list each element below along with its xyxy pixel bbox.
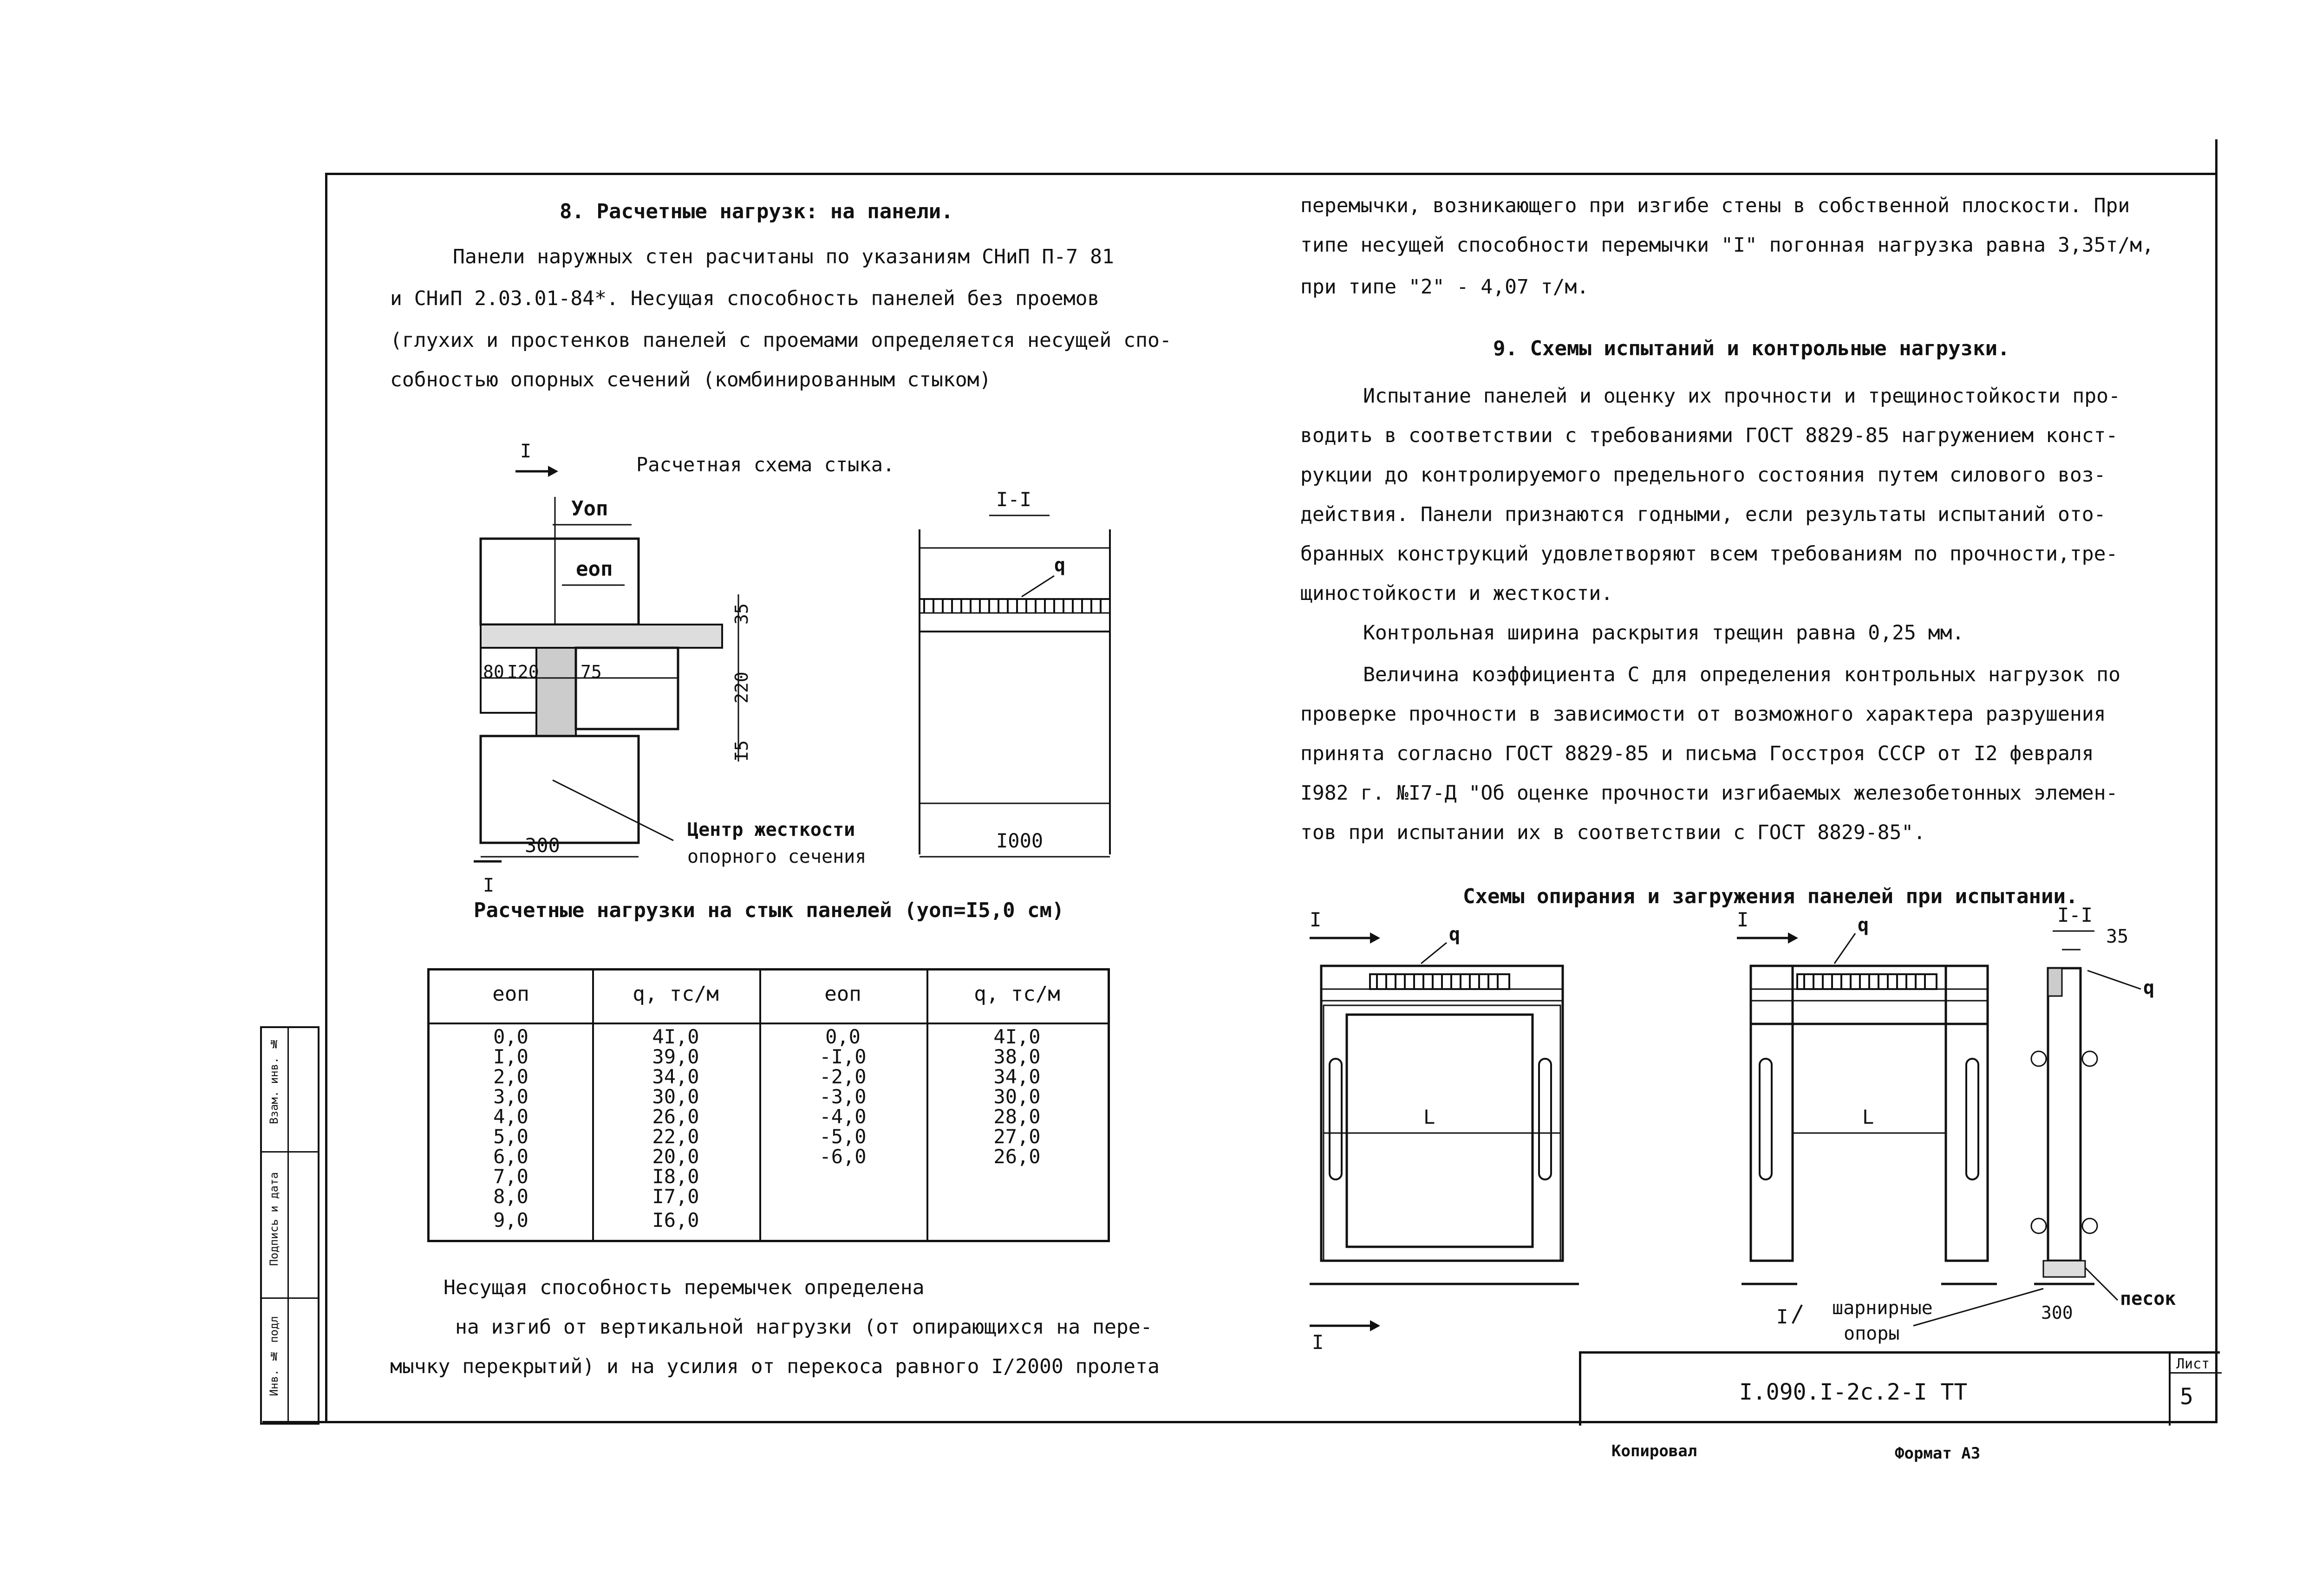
sheet-label: Лист (2176, 1356, 2210, 1372)
table-header-eop-2: eоп (824, 982, 861, 1006)
scheme2-q: q (1858, 914, 1869, 936)
table-cell: I7,0 (652, 1185, 699, 1208)
hinge-label-2: опоры (1844, 1323, 1900, 1344)
sheet-separator (2171, 1372, 2222, 1374)
joint-scheme-drawing (455, 436, 1142, 919)
table-cell: -4,0 (819, 1105, 867, 1128)
table-cell: I,0 (493, 1045, 528, 1068)
joint-dim-220: 220 (731, 671, 752, 704)
joint-eop-label: eоп (576, 557, 613, 581)
frame-top-line (325, 173, 2218, 175)
scheme-dim-300: 300 (2041, 1303, 2073, 1323)
table-cell: 30,0 (993, 1085, 1041, 1108)
table-cell: 0,0 (493, 1025, 528, 1048)
drawing-code: I.090.I-2c.2-I ТТ (1739, 1379, 1968, 1405)
section8-line-3: (глухих и простенков панелей с проемами определяется несущей спо- (390, 329, 1172, 352)
section9-line-9: проверке прочности в зависимости от возможного характера разрушения (1300, 703, 2106, 726)
section8-line-1: Панели наружных стен расчитаны по указаниям СНиП П-7 81 (453, 245, 1114, 268)
joint-cut-mark-top: I (520, 441, 532, 462)
section9-line-8: Величина коэффициента С для определения контрольных нагрузок по (1363, 663, 2120, 686)
table-header-q-1: q, тс/м (633, 982, 719, 1006)
section9-line-12: тов при испытании их в соответствии с ГОСТ 8829-85". (1300, 821, 1926, 844)
section9-line-7: Контрольная ширина раскрытия трещин равна 0,25 мм. (1363, 621, 1964, 645)
center-stiffness-label-1: Центр жесткости (687, 819, 855, 840)
stamp-replace-inv: Взам. инв. № (267, 1037, 280, 1124)
table-cell: 4I,0 (652, 1025, 699, 1048)
section9-line-3: рукции до контролируемого предельного состояния путем силового воз- (1300, 463, 2106, 487)
table-cell: 8,0 (493, 1185, 528, 1208)
stamp-separator (262, 1151, 318, 1153)
sheet-box (2169, 1354, 2222, 1426)
table-cell: 26,0 (652, 1105, 699, 1128)
table-cell: 9,0 (493, 1209, 528, 1231)
test-schemes-drawing (1245, 905, 2215, 1351)
section8-line-2: и СНиП 2.03.01-84*. Несущая способность панелей без проемов (390, 287, 1100, 310)
table-cell: 22,0 (652, 1125, 699, 1148)
joint-dim-80: 80 (483, 662, 504, 682)
center-stiffness-label-2: опорного сечения (687, 846, 867, 867)
loads-table (427, 968, 1110, 1242)
section9-line-11: I982 г. №I7-Д "Об оценке прочности изгибаемых железобетонных элемен- (1300, 782, 2118, 805)
table-cell: 38,0 (993, 1045, 1041, 1068)
loads-table-title: Расчетные нагрузки на стык панелей (уоп=I5,0 см) (474, 899, 1064, 922)
stamp-inv-no: Инв. № подл (267, 1316, 280, 1396)
table-cell: -6,0 (819, 1145, 867, 1168)
table-header-line (430, 1023, 1108, 1024)
footer-format: Формат А3 (1895, 1444, 1981, 1463)
footer-copied: Копировал (1611, 1442, 1697, 1460)
joint-dim-120: I20 (507, 662, 539, 682)
section9-line-6: щиностойкости и жесткости. (1300, 582, 1613, 605)
table-cell: 3,0 (493, 1085, 528, 1108)
right-top-line-1: перемычки, возникающего при изгибе стены в собственной плоскости. При (1300, 194, 2130, 217)
joint-dim-300: 300 (525, 834, 560, 857)
section8-heading: 8. Расчетные нагрузк: на панели. (560, 200, 953, 223)
hinge-label-1: шарнирные (1832, 1297, 1933, 1319)
scheme1-q: q (1449, 924, 1461, 945)
joint-cut-mark-bottom: I (483, 875, 495, 896)
scheme2-cut-mark-top: I (1737, 908, 1749, 931)
table-header-q-2: q, тс/м (974, 982, 1060, 1006)
frame-left-line (325, 173, 327, 1423)
table-cell: -2,0 (819, 1065, 867, 1088)
scheme-section-q: q (2143, 977, 2155, 998)
table-cell: -3,0 (819, 1085, 867, 1108)
table-col-line (926, 971, 928, 1240)
section9-line-10: принята согласно ГОСТ 8829-85 и письма Госстроя СССР от I2 февраля (1300, 742, 2094, 765)
frame-right-line (2215, 139, 2218, 1423)
side-stamp (260, 1026, 320, 1425)
table-cell: 28,0 (993, 1105, 1041, 1128)
section-q-label: q (1054, 554, 1066, 576)
lintel-line-3: мычку перекрытий) и на усилия от перекоса равного I/2000 пролета (390, 1355, 1160, 1378)
table-cell: 2,0 (493, 1065, 528, 1088)
section9-heading: 9. Схемы испытаний и контрольные нагрузки. (1493, 337, 2010, 360)
sand-label: песок (2120, 1288, 2176, 1309)
scheme-dim-35: 35 (2106, 926, 2129, 947)
scheme-section-label: I-I (2057, 905, 2093, 926)
table-cell: 4I,0 (993, 1025, 1041, 1048)
table-cell: 34,0 (993, 1065, 1041, 1088)
sheet-number: 5 (2180, 1384, 2193, 1410)
joint-yop-label: Уоп (571, 497, 608, 521)
lintel-line-2: на изгиб от вертикальной нагрузки (от опирающихся на пере- (455, 1316, 1153, 1339)
table-cell: 6,0 (493, 1145, 528, 1168)
table-cell: I8,0 (652, 1165, 699, 1188)
section-dim-1000: I000 (996, 829, 1044, 852)
table-cell: 26,0 (993, 1145, 1041, 1168)
table-cell: 4,0 (493, 1105, 528, 1128)
right-top-line-3: при типе "2" - 4,07 т/м. (1300, 275, 1589, 299)
section9-line-2: водить в соответствии с требованиями ГОСТ 8829-85 нагружением конст- (1300, 424, 2118, 447)
table-cell: 0,0 (825, 1025, 861, 1048)
joint-scheme-title: Расчетная схема стыка. (636, 453, 895, 476)
table-cell: 34,0 (652, 1065, 699, 1088)
table-cell: 30,0 (652, 1085, 699, 1108)
table-cell: 39,0 (652, 1045, 699, 1068)
table-cell: 5,0 (493, 1125, 528, 1148)
section-i-i-label: I-I (996, 488, 1031, 511)
table-cell: -I,0 (819, 1045, 867, 1068)
table-cell: 20,0 (652, 1145, 699, 1168)
joint-dim-15: I5 (731, 740, 752, 762)
scheme1-span-label: L (1423, 1106, 1435, 1128)
lintel-line-1: Несущая способность перемычек определена (444, 1276, 925, 1299)
table-cell: 7,0 (493, 1165, 528, 1188)
scheme1-cut-mark-bottom: I (1312, 1331, 1324, 1351)
section8-line-4: собностью опорных сечений (комбинированным стыком) (390, 368, 991, 391)
scheme2-span-label: L (1862, 1106, 1874, 1128)
table-header-eop-1: eоп (492, 982, 529, 1006)
section9-line-5: бранных конструкций удовлетворяют всем требованиям по прочности,тре- (1300, 542, 2118, 566)
scheme2-cut-mark-bottom: I (1776, 1305, 1788, 1328)
table-cell: I6,0 (652, 1209, 699, 1231)
table-cell: -5,0 (819, 1125, 867, 1148)
section9-line-4: действия. Панели признаются годными, если результаты испытаний ото- (1300, 503, 2106, 526)
stamp-sign-date: Подпись и дата (267, 1172, 280, 1266)
section9-line-1: Испытание панелей и оценку их прочности и трещиностойкости про- (1363, 384, 2120, 408)
right-top-line-2: типе несущей способности перемычки "I" погонная нагрузка равна 3,35т/м, (1300, 234, 2154, 257)
table-col-line (759, 971, 761, 1240)
scheme1-cut-mark-top: I (1310, 908, 1322, 931)
stamp-separator (262, 1297, 318, 1299)
table-cell: 27,0 (993, 1125, 1041, 1148)
title-block (1579, 1351, 2220, 1426)
joint-dim-35: 35 (731, 603, 752, 625)
joint-dim-75: 75 (580, 662, 602, 682)
test-schemes-title: Схемы опирания и загружения панелей при испытании. (1463, 885, 2078, 908)
